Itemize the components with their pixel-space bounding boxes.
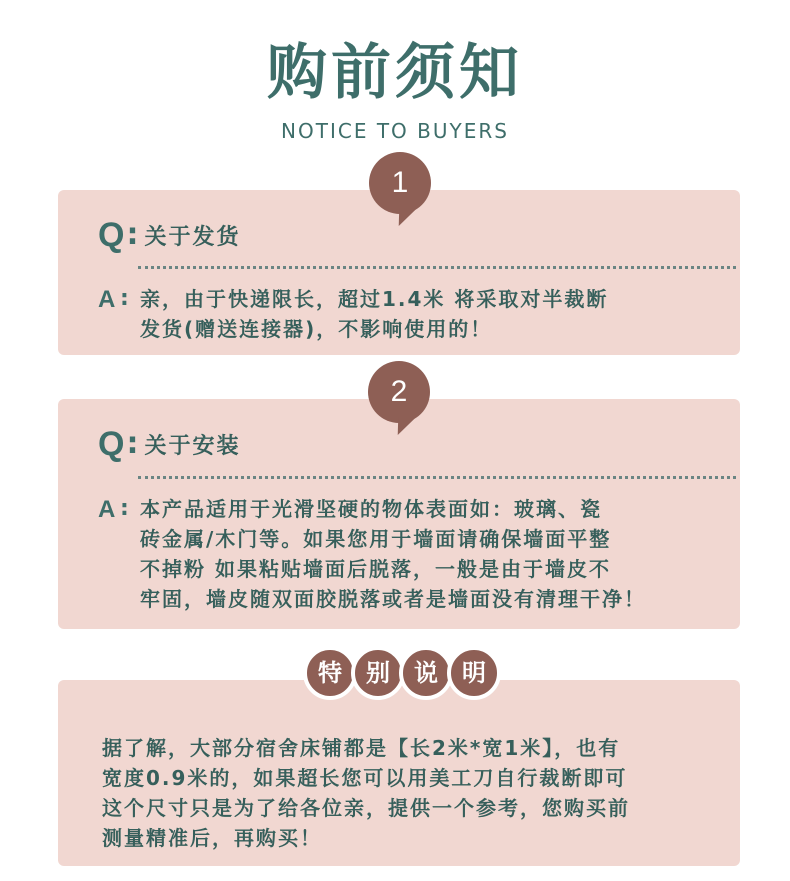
special-note-text [102, 733, 722, 853]
heading-char: 明 [447, 646, 501, 700]
note-line: 测量精准后，再购买！ [102, 826, 322, 850]
page-title: 购前须知 [267, 38, 523, 108]
answer-line: 发货(赠送连接器)，不影响使用的！ [140, 317, 493, 341]
question-text: 关于安装 [144, 433, 241, 459]
q-colon: : [126, 217, 139, 252]
note-line: 这个尺寸只是为了给各位亲，提供一个参考，您购买前 [102, 796, 630, 820]
heading-char: 别 [351, 646, 405, 700]
a-colon: : [120, 496, 129, 521]
answer-text [140, 284, 730, 344]
a-label: A [98, 286, 116, 313]
heading-char: 特 [303, 646, 357, 700]
number-badge-2: 2 [368, 361, 430, 423]
answer-line: 亲，由于快递限长，超过1.4米 将采取对半裁断 [140, 287, 609, 311]
note-line: 据了解，大部分宿舍床铺都是【长2米*宽1米】，也有 [102, 736, 621, 760]
a-label: A [98, 496, 116, 523]
question-text: 关于发货 [144, 224, 241, 250]
number-badge-1: 1 [369, 152, 431, 214]
page-subtitle: NOTICE TO BUYERS [281, 119, 509, 143]
heading-char: 说 [399, 646, 453, 700]
q-label: Q [98, 216, 125, 254]
q-colon: : [126, 426, 139, 461]
answer-line: 砖金属/木门等。如果您用于墙面请确保墙面平整 [140, 527, 612, 551]
note-line: 宽度0.9米的，如果超长您可以用美工刀自行裁断即可 [102, 766, 628, 790]
special-note-heading [303, 646, 501, 702]
answer-line: 本产品适用于光滑坚硬的物体表面如：玻璃、瓷 [140, 497, 602, 521]
answer-line: 不掉粉 如果粘贴墙面后脱落，一般是由于墙皮不 [140, 557, 611, 581]
dotted-divider [138, 266, 736, 269]
q-label: Q [98, 425, 125, 463]
dotted-divider [138, 476, 736, 479]
question-row [98, 424, 240, 464]
answer-text [140, 494, 730, 614]
a-colon: : [120, 286, 129, 311]
question-row [98, 215, 240, 255]
answer-line: 牢固，墙皮随双面胶脱落或者是墙面没有清理干净！ [140, 587, 646, 611]
